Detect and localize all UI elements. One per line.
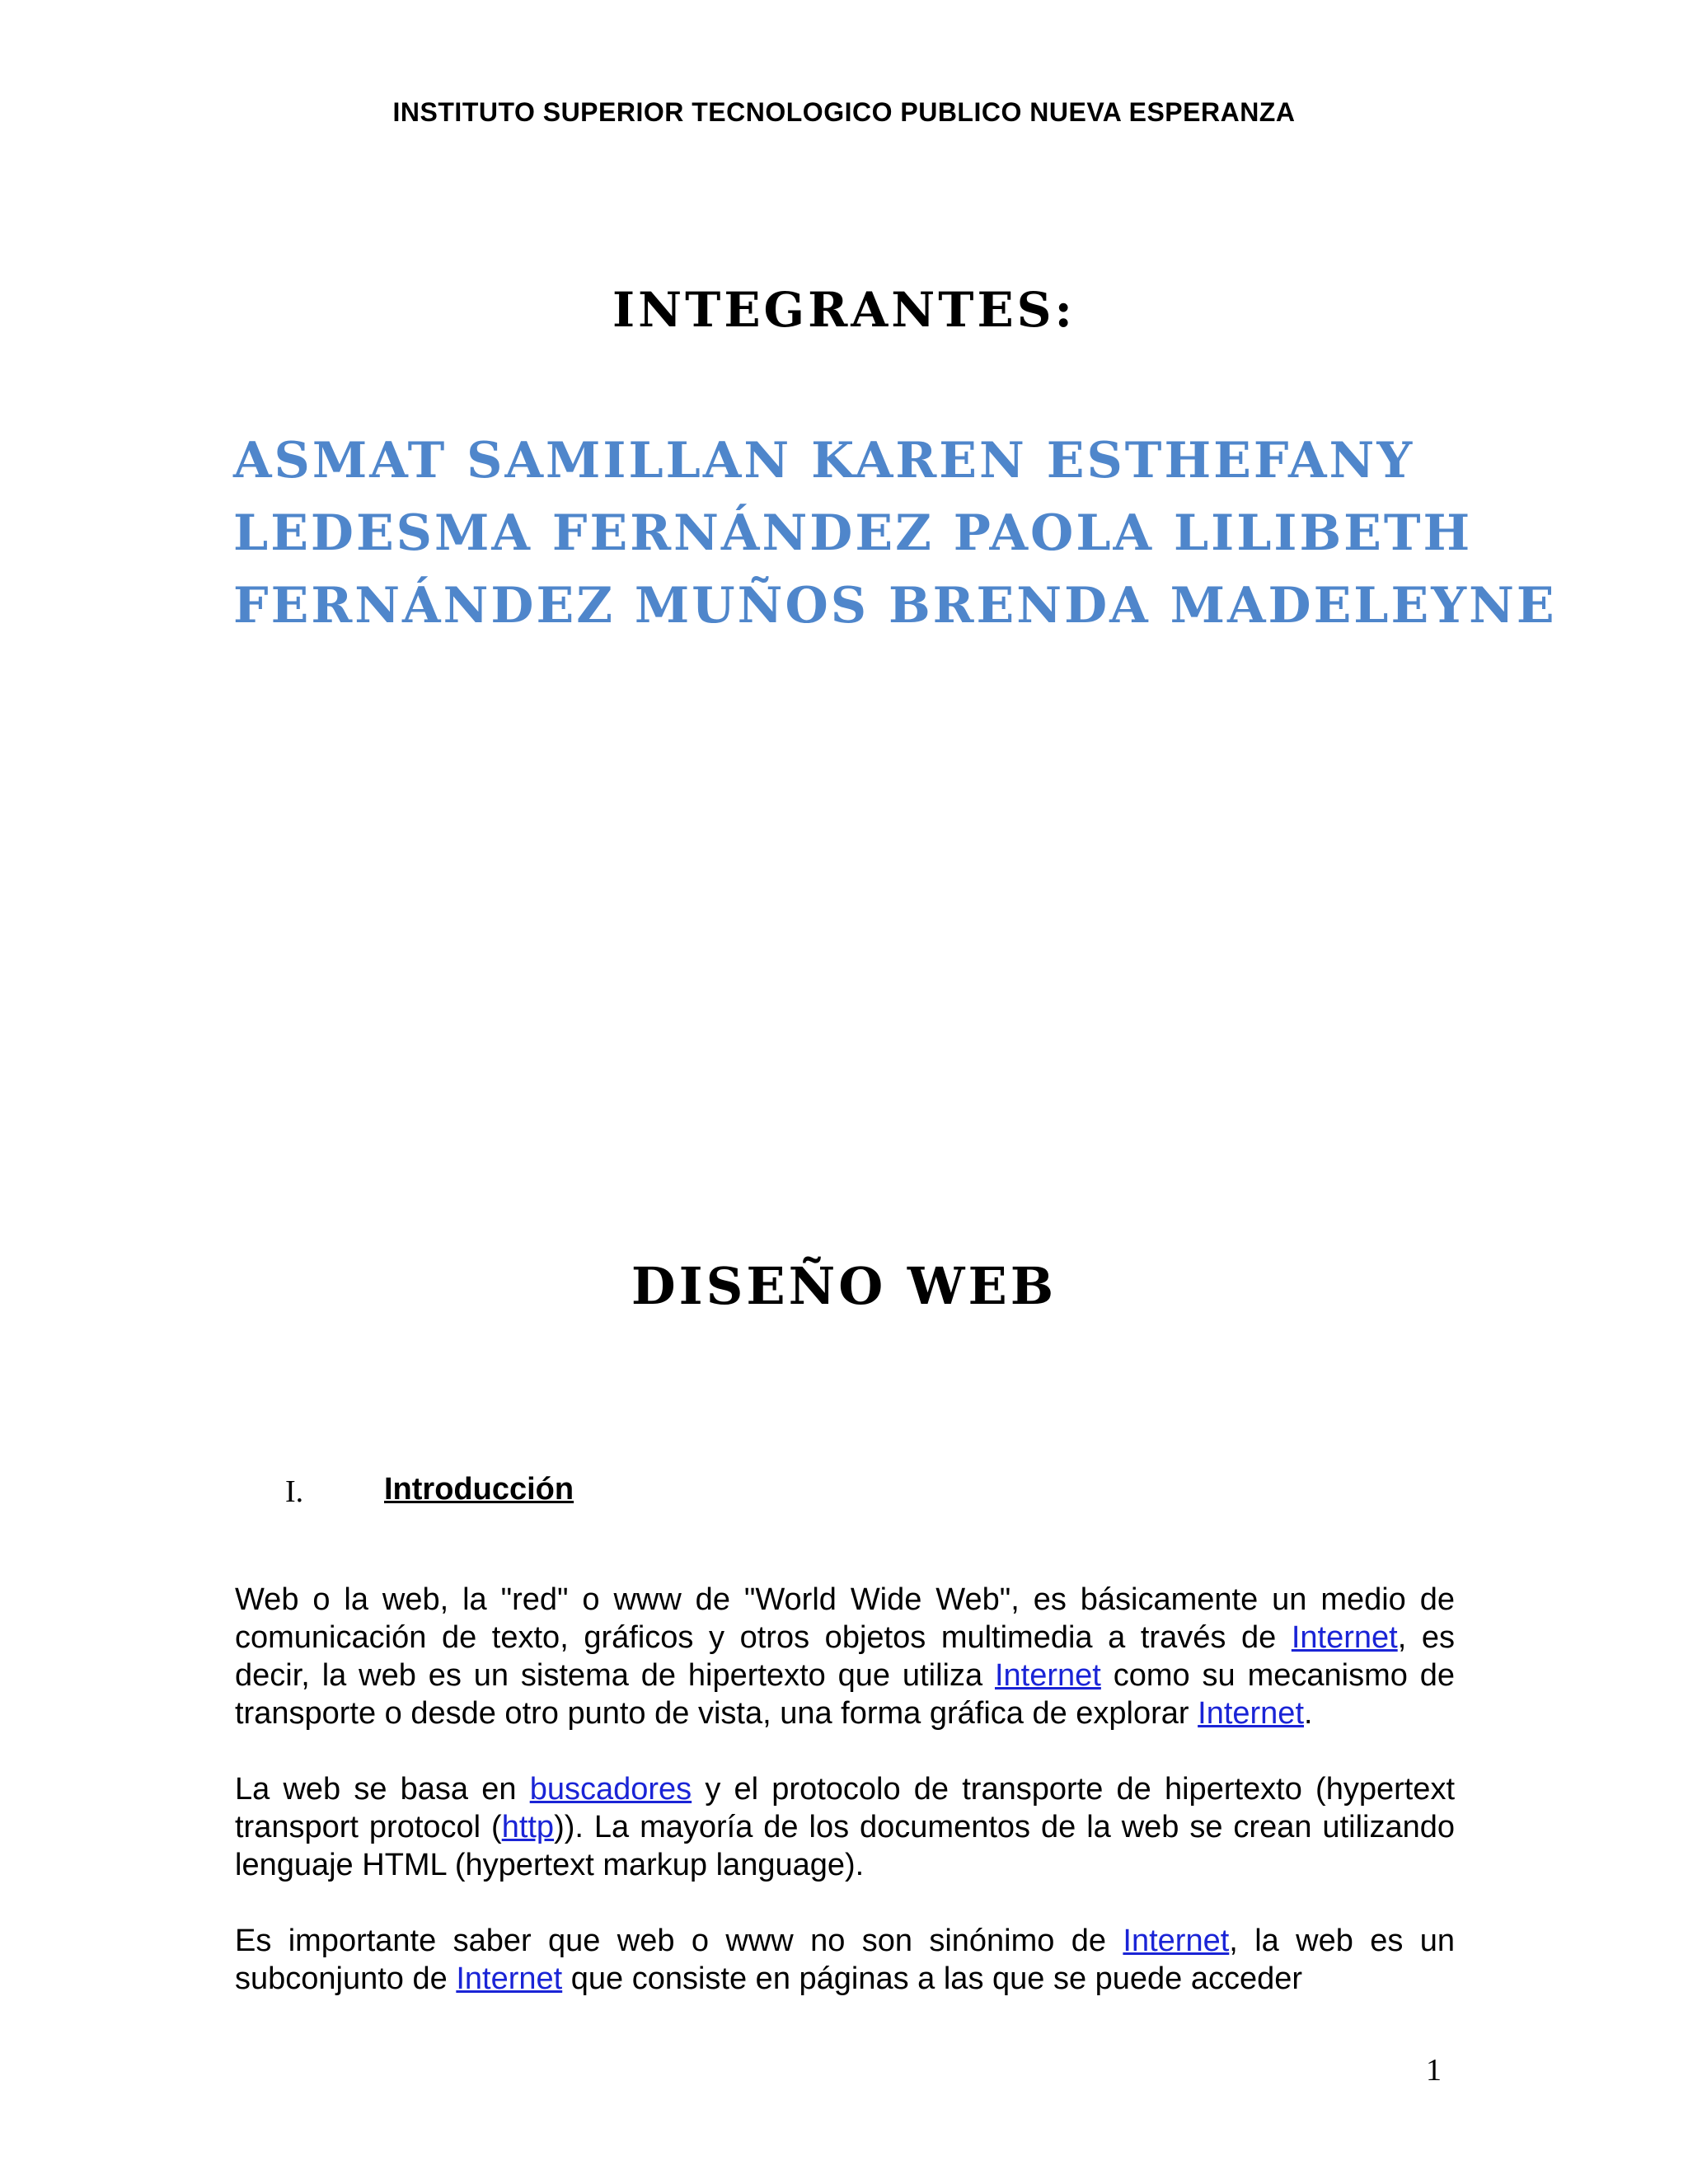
- document-title: DISEÑO WEB: [631, 1256, 1057, 1316]
- paragraph-text: )). La mayoría de los documentos de la web se crean utilizando lenguaje HTML (hypertext markup language).: [235, 1810, 1455, 1882]
- internet-link[interactable]: Internet: [994, 1658, 1101, 1693]
- section-heading: [0, 1472, 1688, 1513]
- paragraph-text: Web o la web, la "red" o www de "World Wide Web", es básicamente un medio de comunicación de texto, gráficos y otros objetos multimedia a través de: [235, 1582, 1455, 1655]
- paragraph-text: y el protocolo de transporte de hipertexto (hypertext transport protocol (: [235, 1772, 1455, 1844]
- paragraph-text: como su mecanismo de transporte o desde otro punto de vista, una forma gráfica de explorar: [235, 1658, 1456, 1731]
- member-name: ASMAT SAMILLAN KAREN ESTHEFANY: [233, 432, 1415, 490]
- paragraph-text: que consiste en páginas a las que se puede acceder: [562, 1961, 1303, 1996]
- paragraph-text: .: [1304, 1696, 1313, 1731]
- internet-link[interactable]: Internet: [1291, 1620, 1398, 1655]
- http-link[interactable]: http: [501, 1810, 555, 1844]
- integrantes-heading: INTEGRANTES:: [612, 282, 1076, 338]
- member-name: LEDESMA FERNÁNDEZ PAOLA LILIBETH: [233, 504, 1473, 562]
- internet-link[interactable]: Internet: [1123, 1924, 1230, 1958]
- members-list: [233, 424, 1557, 642]
- section-title: Introducción: [384, 1472, 574, 1507]
- buscadores-link[interactable]: buscadores: [529, 1772, 692, 1807]
- intro-paragraph-2: [235, 1770, 1455, 1884]
- paragraph-text: , es decir, la web es un sistema de hipertexto que utiliza: [235, 1620, 1455, 1693]
- section-number: I.: [285, 1474, 304, 1509]
- paragraph-text: Es importante saber que web o www no son sinónimo de: [235, 1924, 1123, 1958]
- page-number: 1: [1426, 2053, 1442, 2088]
- paragraph-text: , la web es un subconjunto de: [235, 1924, 1455, 1996]
- member-name: FERNÁNDEZ MUÑOS BRENDA MADELEYNE: [233, 577, 1557, 635]
- page-header: INSTITUTO SUPERIOR TECNOLOGICO PUBLICO NUEVA ESPERANZA: [392, 97, 1296, 127]
- internet-link[interactable]: Internet: [456, 1961, 563, 1996]
- internet-link[interactable]: Internet: [1198, 1696, 1305, 1731]
- paragraph-text: La web se basa en: [235, 1772, 530, 1807]
- intro-paragraph-3: [235, 1922, 1455, 1998]
- intro-paragraph-1: [235, 1581, 1455, 1732]
